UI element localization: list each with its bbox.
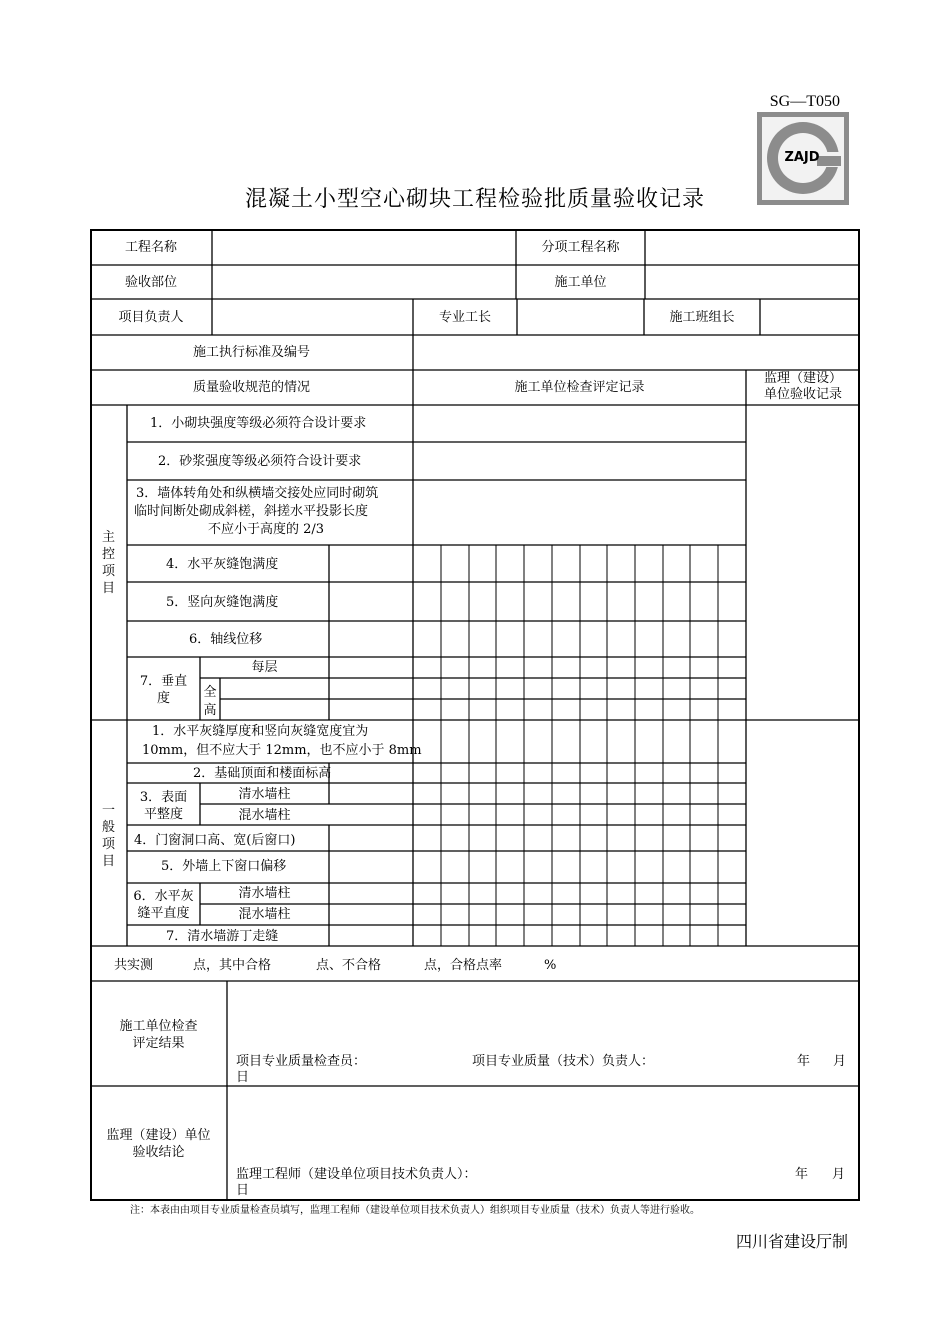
straightness-mixed-wall: 混水墙柱 bbox=[238, 907, 291, 922]
quality-tech-lead-label: 项目专业质量（技术）负责人： bbox=[472, 1054, 655, 1069]
result-month: 月 bbox=[833, 1054, 847, 1069]
summary-unqualified: 点、不合格 bbox=[316, 958, 382, 973]
main-item-6: 6．轴线位移 bbox=[189, 632, 263, 647]
acceptance-part-label: 验收部位 bbox=[124, 275, 177, 290]
verticality-label-2: 度 bbox=[156, 691, 170, 706]
form-code: SG—T050 bbox=[769, 93, 840, 110]
main-control-label: 主控项目 bbox=[101, 530, 115, 596]
supervision-column-header: 监理（建设） 单位验收记录 bbox=[763, 371, 842, 402]
straightness-clear-wall: 清水墙柱 bbox=[238, 886, 291, 901]
conclusion-year: 年 bbox=[795, 1167, 809, 1182]
general-items-label: 一般项目 bbox=[101, 803, 115, 869]
main-item-3-line3: 不应小于高度的 2/3 bbox=[208, 522, 325, 537]
main-item-3-line1: 3．墙体转角处和纵横墙交接处应同时砌筑 bbox=[136, 486, 379, 501]
issuer-label: 四川省建设厅制 bbox=[735, 1232, 848, 1251]
verticality-label-1: 7．垂直 bbox=[139, 674, 188, 689]
form-title: 混凝土小型空心砌块工程检验批质量验收记录 bbox=[244, 187, 705, 212]
summary-qualified: 点，其中合格 bbox=[193, 958, 272, 973]
main-item-2: 2．砂浆强度等级必须符合设计要求 bbox=[158, 454, 362, 469]
per-floor-label: 每层 bbox=[251, 660, 278, 675]
conclusion-day: 日 bbox=[236, 1183, 250, 1198]
straightness-label-2: 缝平直度 bbox=[137, 906, 190, 921]
result-label-2: 评定结果 bbox=[132, 1036, 185, 1051]
svg-text:ZAJD: ZAJD bbox=[784, 150, 820, 165]
main-item-5: 5．竖向灰缝饱满度 bbox=[166, 595, 279, 610]
project-manager-label: 项目负责人 bbox=[118, 310, 184, 325]
flatness-mixed-wall: 混水墙柱 bbox=[238, 808, 291, 823]
flatness-clear-wall: 清水墙柱 bbox=[238, 787, 291, 802]
general-item-7: 7．清水墙游丁走缝 bbox=[166, 929, 279, 944]
general-item-4: 4．门窗洞口高、宽(后窗口) bbox=[134, 833, 296, 848]
main-item-4: 4．水平灰缝饱满度 bbox=[166, 557, 279, 572]
flatness-label-1: 3．表面 bbox=[139, 790, 188, 805]
full-height-label-1: 全 bbox=[203, 685, 217, 700]
conclusion-month: 月 bbox=[832, 1167, 846, 1182]
general-item-5: 5．外墙上下窗口偏移 bbox=[161, 859, 287, 874]
project-name-label: 工程名称 bbox=[124, 240, 177, 255]
result-year: 年 bbox=[797, 1054, 811, 1069]
general-item-2: 2．基础顶面和楼面标高 bbox=[193, 766, 332, 781]
sub-project-name-label: 分项工程名称 bbox=[541, 240, 620, 255]
spec-column-header: 质量验收规范的情况 bbox=[192, 380, 310, 395]
quality-inspector-label: 项目专业质量检查员： bbox=[236, 1054, 367, 1069]
construction-record-column-header: 施工单位检查评定记录 bbox=[514, 380, 645, 395]
general-item-1-line2: 10mm，但不应大于 12mm，也不应小于 8mm bbox=[142, 743, 422, 758]
main-item-1: 1．小砌块强度等级必须符合设计要求 bbox=[150, 416, 367, 431]
acceptance-form-table bbox=[90, 229, 860, 1201]
conclusion-label-2: 验收结论 bbox=[132, 1145, 185, 1160]
footnote: 注：本表由由项目专业质量检查员填写，监理工程师（建设单位项目技术负责人）组织项目专业质量（技术）负责人等进行验收。 bbox=[130, 1205, 700, 1216]
foreman-label: 专业工长 bbox=[438, 310, 491, 325]
general-item-1-line1: 1．水平灰缝厚度和竖向灰缝宽度宜为 bbox=[152, 724, 369, 739]
standard-label: 施工执行标准及编号 bbox=[192, 345, 310, 360]
full-height-label-2: 高 bbox=[203, 703, 217, 718]
main-item-3-line2: 临时间断处砌成斜槎，斜搓水平投影长度 bbox=[134, 504, 369, 519]
flatness-label-2: 平整度 bbox=[143, 807, 183, 822]
supervising-engineer-label: 监理工程师（建设单位项目技术负责人）： bbox=[236, 1167, 477, 1182]
straightness-label-1: 6．水平灰 bbox=[133, 889, 194, 904]
team-leader-label: 施工班组长 bbox=[669, 310, 735, 325]
construction-unit-label: 施工单位 bbox=[554, 275, 607, 290]
result-day: 日 bbox=[236, 1070, 250, 1085]
summary-percent: % bbox=[544, 958, 557, 973]
summary-rate: 点，合格点率 bbox=[424, 958, 503, 973]
conclusion-label-1: 监理（建设）单位 bbox=[106, 1128, 211, 1143]
summary-total: 共实测 bbox=[114, 958, 154, 973]
result-label-1: 施工单位检查 bbox=[119, 1019, 198, 1034]
